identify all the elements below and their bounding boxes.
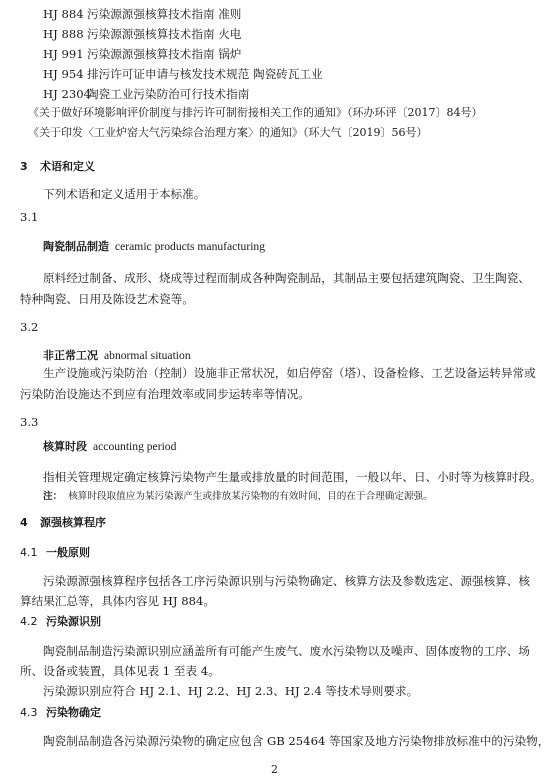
reference-code: HJ 991 — [43, 47, 84, 61]
term-definition-line: 特种陶瓷、日用及陈设艺术瓷等。 — [20, 292, 194, 306]
reference-code: HJ 888 — [43, 27, 84, 41]
term-number: 3.3 — [20, 415, 39, 429]
page-number: 2 — [271, 763, 278, 776]
term-definition-line: 指相关管理规定确定核算污染物产生量或排放量的时间范围，一般以年、日、小时等为核算时段。 — [43, 470, 542, 484]
paragraph-line: 污染源源强核算程序包括各工序污染源识别与污染物确定、核算方法及参数选定、源强核算、核 — [43, 574, 530, 588]
term-chinese: 非正常工况 — [43, 349, 98, 362]
term-note — [43, 489, 433, 505]
term-english: abnormal situation — [104, 349, 191, 362]
subsection-title: 一般原则 — [46, 546, 90, 559]
paragraph-line: 陶瓷制品制造各污染源污染物的确定应包含 GB 25464 等国家及地方污染物排放标准中的污染物， — [43, 734, 550, 748]
notice-reference: 《关于做好环境影响评价制度与排污许可制衔接相关工作的通知》（环办环评〔2017〕84号） — [28, 106, 483, 119]
term-definition-line: 生产设施或污染防治（控制）设施非正常状况，如启停窑（塔）、设备检修、工艺设备运转异常或 — [43, 366, 536, 380]
section-number: 4 — [20, 516, 28, 529]
term-definition-line: 原料经过制备、成形、烧成等过程而制成各种陶瓷制品，其制品主要包括建筑陶瓷、卫生陶瓷、 — [43, 271, 530, 285]
subsection-title: 污染物确定 — [46, 706, 101, 719]
subsection-number: 4.2 — [20, 615, 38, 628]
subsection-heading — [20, 705, 101, 721]
reference-code: HJ 954 — [43, 67, 84, 81]
note-label: 注： — [43, 491, 63, 502]
subsection-number: 4.1 — [20, 546, 38, 559]
subsection-heading — [20, 614, 101, 630]
term-chinese: 陶瓷制品制造 — [43, 240, 109, 253]
reference-code: HJ 884 — [43, 7, 84, 21]
term-number: 3.2 — [20, 320, 39, 334]
term-english: accounting period — [93, 440, 177, 453]
term-heading — [43, 347, 191, 364]
section-heading — [20, 515, 106, 531]
section-title: 术语和定义 — [40, 160, 95, 173]
reference-title: 污染源源强核算技术指南 准则 — [87, 7, 242, 21]
reference-item — [43, 6, 241, 22]
term-heading — [43, 438, 176, 455]
subsection-heading — [20, 545, 90, 561]
section-intro: 下列术语和定义适用于本标准。 — [43, 187, 206, 201]
term-heading — [43, 238, 265, 255]
notice-reference: 《关于印发〈工业炉窑大气污染综合治理方案〉的通知》（环大气〔2019〕56号） — [28, 126, 428, 139]
subsection-title: 污染源识别 — [46, 615, 101, 628]
reference-title: 污染源源强核算技术指南 锅炉 — [87, 47, 242, 61]
note-text: 核算时段取值应为某污染源产生或排放某污染物的有效时间，目的在于合理确定源强。 — [68, 491, 433, 502]
paragraph-line: 算结果汇总等，具体内容见 HJ 884。 — [20, 594, 215, 608]
section-heading — [20, 159, 95, 175]
reference-title: 陶瓷工业污染防治可行技术指南 — [87, 87, 250, 101]
reference-item — [43, 46, 241, 62]
section-title: 源强核算程序 — [40, 516, 106, 529]
reference-item — [43, 26, 241, 42]
term-number: 3.1 — [20, 210, 39, 224]
reference-item — [43, 66, 323, 82]
reference-code: HJ 2304 — [43, 87, 91, 101]
term-definition-line: 污染防治设施达不到应有治理效率或同步运转率等情况。 — [20, 387, 310, 401]
subsection-number: 4.3 — [20, 706, 38, 719]
reference-item — [43, 86, 249, 102]
section-number: 3 — [20, 160, 28, 173]
reference-title: 污染源源强核算技术指南 火电 — [87, 27, 242, 41]
paragraph-line: 陶瓷制品制造污染源识别应涵盖所有可能产生废气、废水污染物以及噪声、固体废物的工序、场 — [43, 644, 530, 658]
term-english: ceramic products manufacturing — [115, 240, 266, 253]
reference-title: 排污许可证申请与核发技术规范 陶瓷砖瓦工业 — [87, 67, 323, 81]
paragraph-line: 所、设备或装置，具体见表 1 至表 4。 — [20, 664, 220, 678]
paragraph-line: 污染源识别应符合 HJ 2.1、HJ 2.2、HJ 2.3、HJ 2.4 等技术导则要求。 — [43, 684, 419, 698]
term-chinese: 核算时段 — [43, 440, 87, 453]
